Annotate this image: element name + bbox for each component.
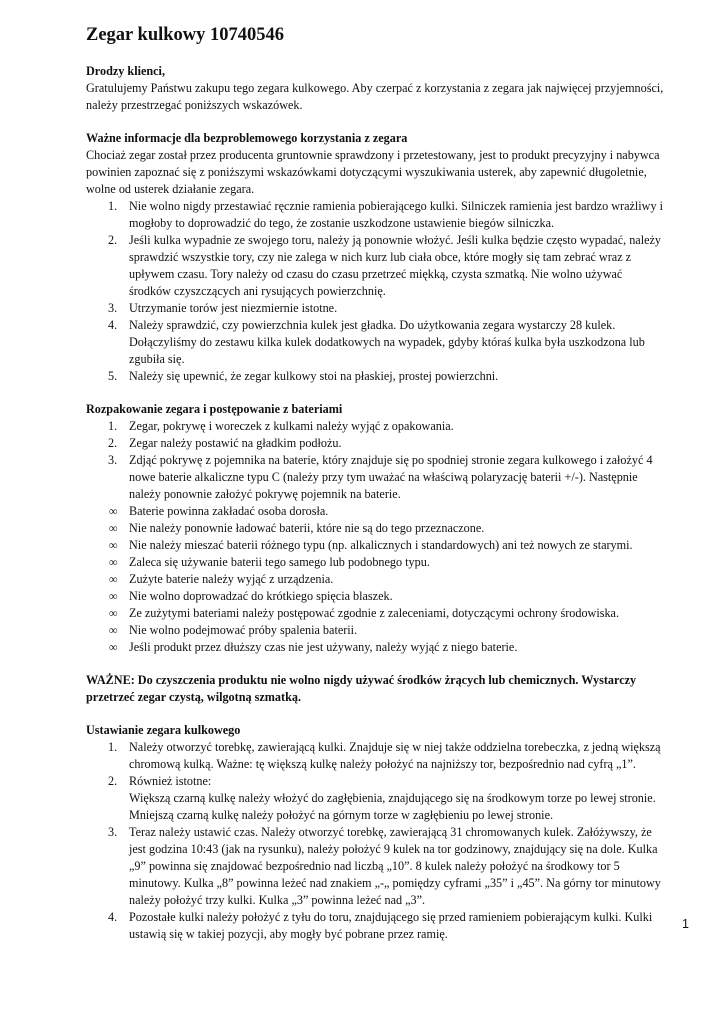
list-item-text: Pozostałe kulki należy położyć z tyłu do toru, znajdującego się przed ramieniem pobierającym kulki. Kulki ustawią się w takiej pozycji, aby mogły być pobrane przez ramię. (129, 910, 653, 941)
bullet-item (86, 520, 666, 537)
list-item (86, 300, 666, 317)
bullet-text: Nie należy ponownie ładować baterii, które nie są do tego przeznaczone. (129, 521, 485, 535)
bullet-item (86, 622, 666, 639)
list-item (86, 232, 666, 300)
infinity-bullet-icon: ∞ (109, 555, 118, 569)
section2-list (86, 418, 666, 503)
battery-bullet-list (86, 503, 666, 656)
page-number: 1 (682, 917, 689, 931)
bullet-text: Nie należy mieszać baterii różnego typu (np. alkalicznych i standardowych) ani też nowych ze starymi. (129, 538, 633, 552)
section1-intro: Chociaż zegar został przez producenta gruntownie sprawdzony i przetestowany, jest to produkt precyzyjny i nabywca powinien zapoznać się z poniższymi wskazówkami dotyczącymi wyszukiwania usterek, aby zapewnić długoletnie, wolne od usterek działanie zegara. (86, 148, 660, 196)
list-number: 3. (108, 825, 118, 839)
document-title: Zegar kulkowy 10740546 (86, 25, 285, 45)
list-item-text: Nie wolno nigdy przestawiać ręcznie ramienia pobierającego kulki. Silniczek ramienia jest bardzo wrażliwy i mogłoby to doprowadzić do tego, że zostanie uszkodzone ustawienie biegów silniczka. (129, 199, 664, 230)
intro-paragraph: Gratulujemy Państwu zakupu tego zegara kulkowego. Aby czerpać z korzystania z zegara jak najwięcej przyjemności, należy przestrzegać poniższych wskazówek. (86, 81, 664, 112)
bullet-text: Ze zużytymi bateriami należy postępować zgodnie z zaleceniami, dotyczącymi ochrony środowiska. (129, 606, 620, 620)
list-item-text: Zegar należy postawić na gładkim podłożu. (129, 436, 342, 450)
list-item (86, 909, 666, 943)
section2-heading: Rozpakowanie zegara i postępowanie z bateriami (86, 402, 343, 416)
list-item (86, 824, 666, 909)
list-number: 2. (108, 436, 118, 450)
bullet-text: Nie wolno podejmować próby spalenia baterii. (129, 623, 358, 637)
list-number: 2. (108, 774, 118, 788)
list-number: 5. (108, 369, 118, 383)
bullet-text: Baterie powinna zakładać osoba dorosła. (129, 504, 329, 518)
bullet-text: Nie wolno doprowadzać do krótkiego spięcia blaszek. (129, 589, 393, 603)
document-body (86, 63, 666, 943)
list-item-text: Utrzymanie torów jest niezmiernie istotne. (129, 301, 338, 315)
greeting: Drodzy klienci, (86, 64, 165, 78)
bullet-item (86, 588, 666, 605)
section1-list (86, 198, 666, 385)
bullet-item (86, 537, 666, 554)
list-number: 1. (108, 419, 118, 433)
infinity-bullet-icon: ∞ (109, 572, 118, 586)
bullet-text: Jeśli produkt przez dłuższy czas nie jest używany, należy wyjąć z niego baterie. (129, 640, 518, 654)
warning-paragraph: WAŻNE: Do czyszczenia produktu nie wolno nigdy używać środków żrących lub chemicznych. Wystarczy przetrzeć zegar czystą, wilgotną szmatką. (86, 673, 637, 704)
infinity-bullet-icon: ∞ (109, 640, 118, 654)
list-number: 3. (108, 453, 118, 467)
list-item (86, 317, 666, 368)
infinity-bullet-icon: ∞ (109, 589, 118, 603)
list-number: 3. (108, 301, 118, 315)
list-item (86, 739, 666, 773)
bullet-item (86, 605, 666, 622)
list-item-text: Należy sprawdzić, czy powierzchnia kulek jest gładka. Do użytkowania zegara wystarczy 28 kulek. Dołączyliśmy do zestawu kilka kulek dodatkowych na wypadek, gdyby któraś kulka była uszkodzona lub zgubiła się. (129, 318, 645, 366)
list-item-text: Zdjąć pokrywę z pojemnika na baterie, który znajduje się po spodniej stronie zegara kulkowego i założyć 4 nowe baterie alkaliczne typu C (należy przy tym uważać na właściwą polaryzację baterii +/-). Następnie należy ponownie założyć pokrywę pojemnik na baterie. (129, 453, 653, 501)
list-item (86, 435, 666, 452)
list-item (86, 452, 666, 503)
sub-paragraph: Mniejszą czarną kulkę należy położyć na górnym torze w zagłębieniu po lewej stronie. (129, 808, 554, 822)
bullet-item (86, 554, 666, 571)
infinity-bullet-icon: ∞ (109, 606, 118, 620)
list-item (86, 368, 666, 385)
infinity-bullet-icon: ∞ (109, 538, 118, 552)
list-number: 1. (108, 199, 118, 213)
infinity-bullet-icon: ∞ (109, 623, 118, 637)
list-item-text: Teraz należy ustawić czas. Należy otworzyć torebkę, zawierającą 31 chromowanych kulek. Załóżywszy, że jest godzina 10:43 (jak na rysunku), należy położyć 9 kulek na tor godzinowy, znajdujący się na dole. Kulka „9” powinna się znajdować bezpośrednio nad liczbą „10”. 8 kulek należy położyć na środkowy tor 5 minutowy. Kulka „8” powinna leżeć nad znakiem „-„ pomiędzy cyframi „35” i „45”. Na górny tor minutowy należy położyć trzy kulki. Kulka „3” powinna leżeć nad „3”. (129, 825, 661, 907)
bullet-item (86, 639, 666, 656)
bullet-text: Zaleca się używanie baterii tego samego lub podobnego typu. (129, 555, 430, 569)
list-number: 2. (108, 233, 118, 247)
list-item (86, 198, 666, 232)
list-item-text: Jeśli kulka wypadnie ze swojego toru, należy ją ponownie włożyć. Jeśli kulka będzie często wypadać, należy sprawdzić wszystkie tory, czy nie zalega w nich kurz lub ciała obce, które mogły się tam zebrać wraz z upływem czasu. Tory należy od czasu do czasu przetrzeć miękką, czysta szmatką. Nie wolno używać środków czyszczących ani rysujących powierzchnię. (129, 233, 662, 298)
list-number: 1. (108, 740, 118, 754)
section3-heading: Ustawianie zegara kulkowego (86, 723, 241, 737)
section1-heading: Ważne informacje dla bezproblemowego korzystania z zegara (86, 131, 408, 145)
list-number: 4. (108, 910, 118, 924)
list-item (86, 773, 666, 824)
list-item-text: Należy otworzyć torebkę, zawierającą kulki. Znajduje się w niej także oddzielna torebeczka, z jedną większą chromową kulką. Ważne: tę większą kulkę należy położyć na najniższy tor, bezpośrednio nad cyfrą „1”. (129, 740, 661, 771)
section3-list (86, 739, 666, 943)
bullet-item (86, 571, 666, 588)
infinity-bullet-icon: ∞ (109, 504, 118, 518)
list-item (86, 418, 666, 435)
infinity-bullet-icon: ∞ (109, 521, 118, 535)
sub-paragraph: Większą czarną kulkę należy włożyć do zagłębienia, znajdującego się na środkowym torze po lewej stronie. (129, 791, 656, 805)
bullet-item (86, 503, 666, 520)
list-number: 4. (108, 318, 118, 332)
list-item-text: Należy się upewnić, że zegar kulkowy stoi na płaskiej, prostej powierzchni. (129, 369, 499, 383)
bullet-text: Zużyte baterie należy wyjąć z urządzenia. (129, 572, 334, 586)
list-item-text: Zegar, pokrywę i woreczek z kulkami należy wyjąć z opakowania. (129, 419, 454, 433)
list-item-text: Również istotne: (129, 774, 212, 788)
